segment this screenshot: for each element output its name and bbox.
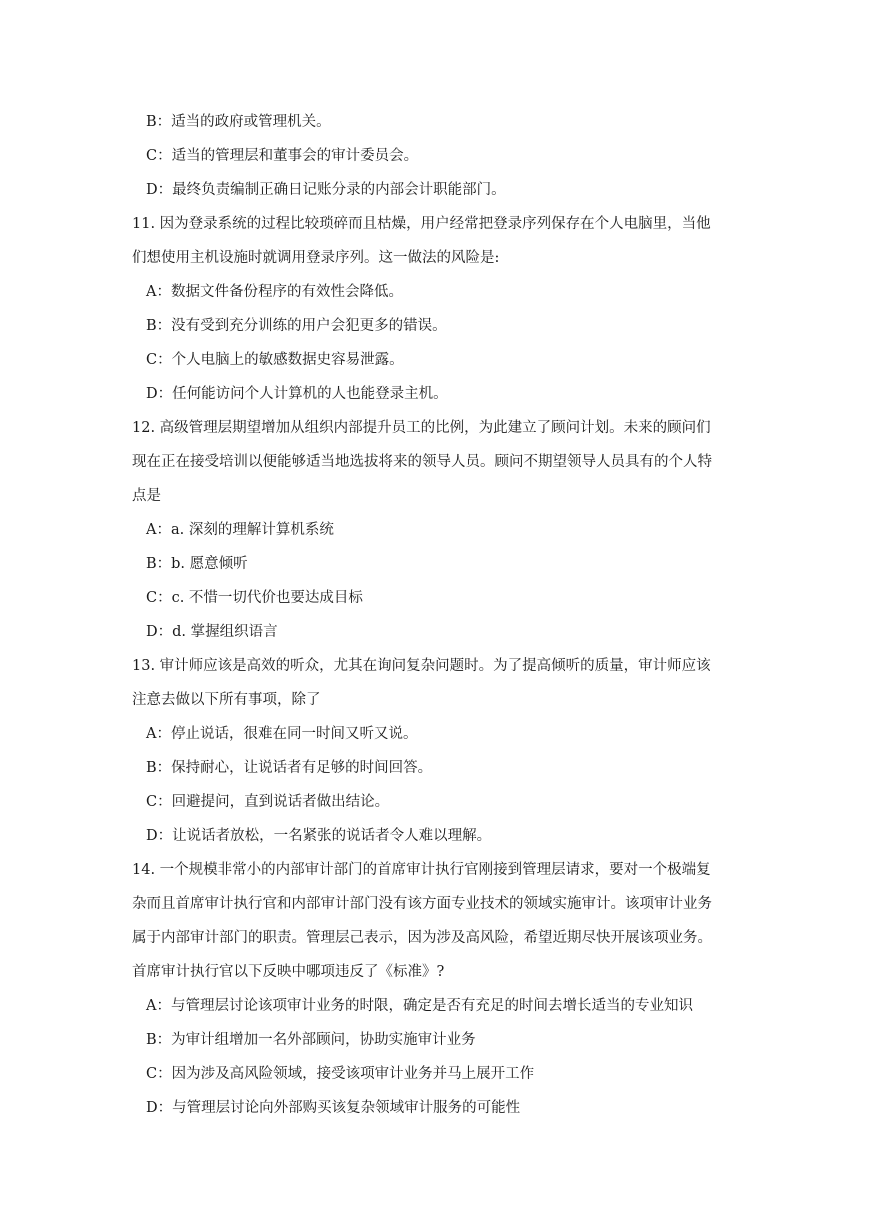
q12-option-d: D：d. 掌握组织语言: [146, 624, 278, 640]
q14-option-a: A：与管理层讨论该项审计业务的时限，确定是否有充足的时间去增长适当的专业知识: [146, 998, 693, 1014]
q12-option-c: C：c. 不惜一切代价也要达成目标: [146, 590, 363, 606]
q11-stem-line-1: 11. 因为登录系统的过程比较琐碎而且枯燥，用户经常把登录序列保存在个人电脑里，当他: [132, 216, 711, 232]
q12-option-a: A：a. 深刻的理解计算机系统: [146, 522, 334, 538]
q14-stem-line-3: 属于内部审计部门的职责。管理层己表示，因为涉及高风险，希望近期尽快开展该项业务。: [132, 930, 712, 946]
q14-stem-line-4: 首席审计执行官以下反映中哪项违反了《标准》?: [132, 964, 445, 980]
q10-option-c: C：适当的管理层和董事会的审计委员会。: [146, 148, 419, 164]
q12-option-b: B：b. 愿意倾听: [146, 556, 248, 572]
q13-option-d: D：让说话者放松，一名紧张的说话者令人难以理解。: [146, 828, 492, 844]
q14-option-c: C：因为涉及高风险领域，接受该项审计业务并马上展开工作: [146, 1066, 535, 1082]
q11-option-d: D：任何能访问个人计算机的人也能登录主机。: [146, 386, 448, 402]
q10-option-b: B：适当的政府或管理机关。: [146, 114, 331, 130]
q11-option-c: C：个人电脑上的敏感数据史容易泄露。: [146, 352, 404, 368]
q14-option-d: D：与管理层讨论向外部购买该复杂领域审计服务的可能性: [146, 1100, 521, 1116]
q14-stem-line-2: 杂而且首席审计执行官和内部审计部门没有该方面专业技术的领域实施审计。该项审计业务: [132, 896, 712, 912]
q14-stem-line-1: 14. 一个规模非常小的内部审计部门的首席审计执行官刚接到管理层请求，要对一个极端复: [132, 862, 711, 878]
q13-stem-line-2: 注意去做以下所有事项，除了: [132, 692, 321, 708]
q13-stem-line-1: 13. 审计师应该是高效的听众，尤其在询问复杂问题时。为了提高倾听的质量，审计师应该: [132, 658, 711, 674]
q12-stem-line-3: 点是: [132, 488, 161, 504]
q12-stem-line-2: 现在正在接受培训以便能够适当地选拔将来的领导人员。顾问不期望领导人员具有的个人特: [132, 454, 712, 470]
q11-stem-line-2: 们想使用主机设施时就调用登录序列。这一做法的风险是:: [132, 250, 500, 266]
q13-option-a: A：停止说话，很难在同一时间又听又说。: [146, 726, 418, 742]
q11-option-a: A：数据文件备份程序的有效性会降低。: [146, 284, 403, 300]
q14-option-b: B：为审计组增加一名外部顾问，协助实施审计业务: [146, 1032, 476, 1048]
q13-option-b: B：保持耐心，让说话者有足够的时间回答。: [146, 760, 433, 776]
q10-option-d: D：最终负责编制正确日记账分录的内部会计职能部门。: [146, 182, 506, 198]
q13-option-c: C：回避提问，直到说话者做出结论。: [146, 794, 390, 810]
q12-stem-line-1: 12. 高级管理层期望增加从组织内部提升员工的比例，为此建立了顾问计划。未来的顾问们: [132, 420, 711, 436]
q11-option-b: B：没有受到充分训练的用户会犯更多的错误。: [146, 318, 447, 334]
